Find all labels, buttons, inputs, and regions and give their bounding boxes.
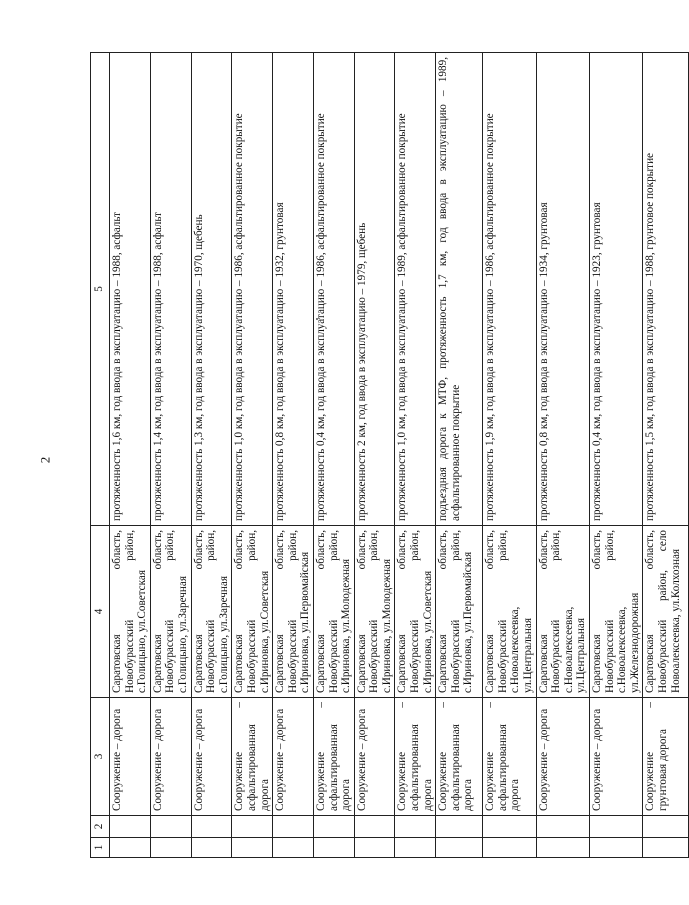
cell-address: Саратовская область, Новобурасский район, с.Голицыно, ул.Советская [110,526,151,698]
cell-details: протяженность 1,0 км, год ввода в эксплуатацию – 1986, асфальтированное покрытие [232,53,273,526]
cell-index [150,838,191,858]
table-row [395,53,436,858]
cell-index [436,838,483,858]
table-row [313,53,354,858]
header-col-1: 1 [91,838,110,858]
cell-index [395,838,436,858]
cell-number [436,816,483,838]
header-col-3: 3 [91,698,110,816]
cell-object-type: Сооружение – дорога [150,698,191,816]
cell-number [273,816,314,838]
cell-object-type: Сооружение – асфальтированная дорога [395,698,436,816]
cell-index [483,838,536,858]
cell-object-type: Сооружение – дорога [191,698,232,816]
cell-object-type: Сооружение – дорога [354,698,395,816]
header-col-4: 4 [91,526,110,698]
cell-number [232,816,273,838]
cell-index [354,838,395,858]
cell-object-type: Сооружение – асфальтированная дорога [483,698,536,816]
cell-index [590,838,643,858]
cell-details: протяженность 0,4 км, год ввода в эксплуатацию – 1923, грунтовая [590,53,643,526]
cell-details: протяженность 1,9 км, год ввода в эксплуатацию – 1986, асфальтированное покрытие [483,53,536,526]
cell-object-type: Сооружение – дорога [536,698,589,816]
cell-address: Саратовская область, Новобурасский район, село Новоалексеевка, ул.Колхозная [643,526,689,698]
cell-index [313,838,354,858]
cell-details: протяженность 1,4 км, год ввода в эксплуатацию – 1988, асфальт [150,53,191,526]
header-col-2: 2 [91,816,110,838]
table-row [273,53,314,858]
table-row [110,53,151,858]
table-row [590,53,643,858]
cell-object-type: Сооружение – дорога [273,698,314,816]
header-row [91,53,110,858]
cell-details: подъездная дорога к МТФ, протяженность 1,7 км, год ввода в эксплуатацию – 1989, асфальтированное покрытие [436,53,483,526]
cell-object-type: Сооружение – дорога [110,698,151,816]
cell-object-type: Сооружение – дорога [590,698,643,816]
cell-number [483,816,536,838]
cell-number [590,816,643,838]
cell-address: Саратовская область, Новобурасский район, с.Новоалексеевка, ул.Центральная [483,526,536,698]
property-register-table [90,52,689,858]
table-row [483,53,536,858]
cell-address: Саратовская область, Новобурасский район, с.Ириновка, ул.Первомайская [273,526,314,698]
cell-details: протяженность 1,3 км, год ввода в эксплуатацию – 1970, щебень [191,53,232,526]
cell-address: Саратовская область, Новобурасский район, с.Новоалексеевка, ул.Железнодорожная [590,526,643,698]
cell-address: Саратовская область, Новобурасский район, с.Голицыно, ул.Заречная [191,526,232,698]
cell-details: протяженность 0,4 км, год ввода в эксплуатацию – 1986, асфальтированное покрытие [313,53,354,526]
cell-address: Саратовская область, Новобурасский район, с.Ириновка, ул.Молодежная [313,526,354,698]
cell-details: протяженность 0,8 км, год ввода в эксплуатацию – 1932, грунтовая [273,53,314,526]
table-row [191,53,232,858]
cell-number [643,816,689,838]
cell-index [643,838,689,858]
cell-index [536,838,589,858]
cell-address: Саратовская область, Новобурасский район, с.Ириновка, ул.Первомайская [436,526,483,698]
cell-object-type: Сооружение – асфальтированная дорога [313,698,354,816]
cell-number [395,816,436,838]
cell-details: протяженность 1,0 км, год ввода в эксплуатацию – 1989, асфальтированное покрытие [395,53,436,526]
cell-index [191,838,232,858]
cell-object-type: Сооружение – асфальтированная дорога [436,698,483,816]
cell-index [273,838,314,858]
cell-address: Саратовская область, Новобурасский район, с.Ириновка, ул.Молодежная [354,526,395,698]
cell-address: Саратовская область, Новобурасский район, с.Новоалексеевка, ул.Центральная [536,526,589,698]
cell-number [191,816,232,838]
cell-number [313,816,354,838]
cell-index [110,838,151,858]
table-row [643,53,689,858]
cell-address: Саратовская область, Новобурасский район, с.Голицыно, ул.Заречная [150,526,191,698]
rotated-table-container [90,53,682,858]
cell-object-type: Сооружение – грунтовая дорога [643,698,689,816]
cell-details: протяженность 0,8 км, год ввода в эксплуатацию – 1934, грунтовая [536,53,589,526]
cell-address: Саратовская область, Новобурасский район, с.Ириновка, ул.Советская [395,526,436,698]
cell-number [354,816,395,838]
table-row [232,53,273,858]
table-row [436,53,483,858]
cell-number [150,816,191,838]
table-row [536,53,589,858]
header-col-5: 5 [91,53,110,526]
cell-address: Саратовская область, Новобурасский район, с.Ириновка, ул.Советская [232,526,273,698]
cell-number [536,816,589,838]
cell-index [232,838,273,858]
table-row [150,53,191,858]
table-row [354,53,395,858]
page-number: 2 [37,456,53,464]
cell-details: протяженность 1,6 км, год ввода в эксплуатацию – 1988, асфальт [110,53,151,526]
cell-details: протяженность 1,5 км, год ввода в эксплуатацию – 1988, грунтовое покрытие [643,53,689,526]
cell-object-type: Сооружение – асфальтированная дорога [232,698,273,816]
cell-details: протяженность 2 км, год ввода в эксплуатацию – 1979, щебень [354,53,395,526]
cell-number [110,816,151,838]
